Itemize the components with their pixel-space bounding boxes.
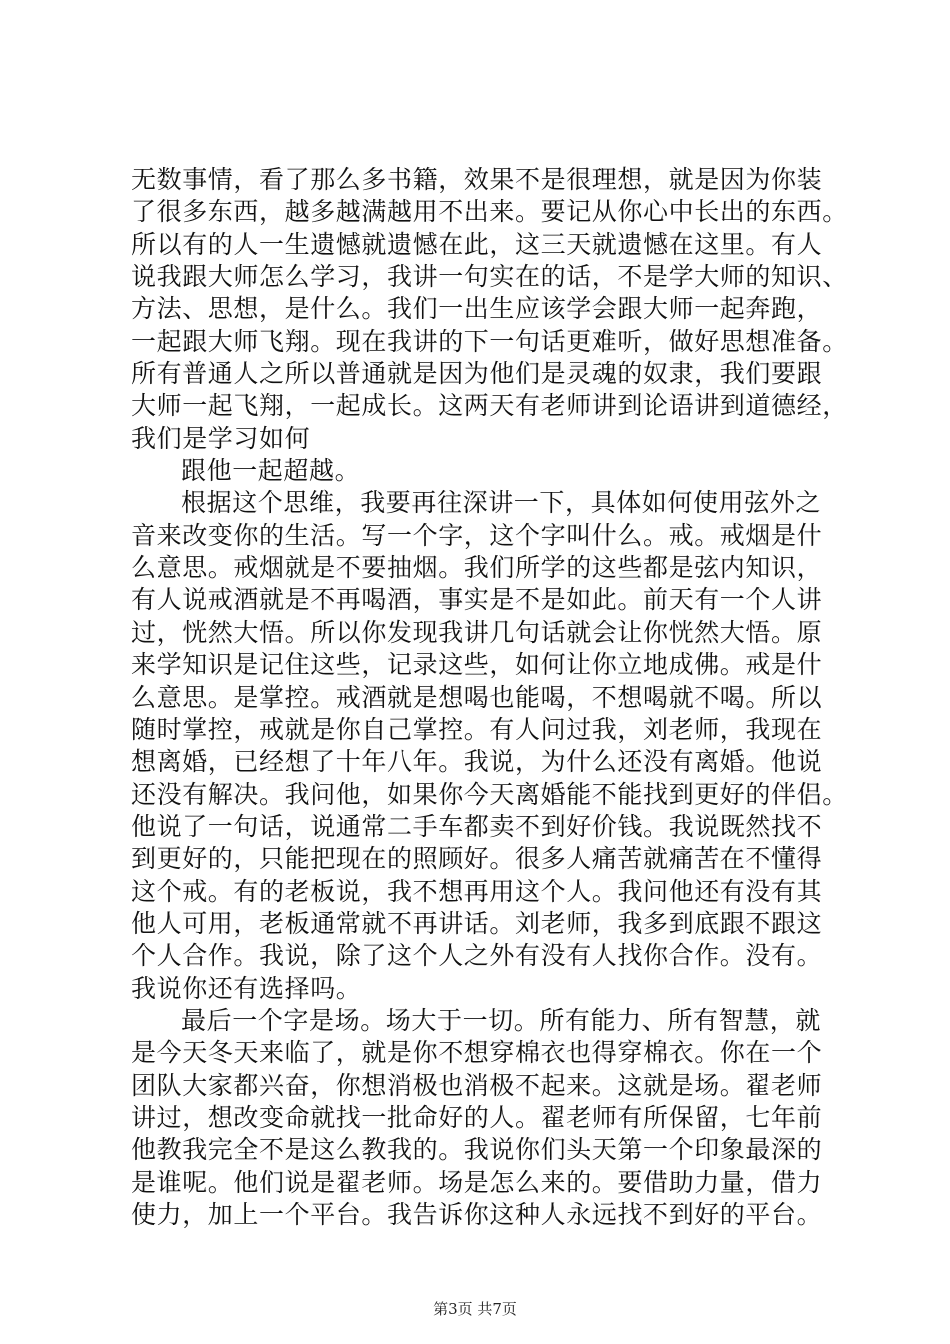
text-line: 我说你还有选择吗。 xyxy=(131,973,362,1003)
text-line: 所以有的人一生遗憾就遗憾在此，这三天就遗憾在这里。有人 xyxy=(131,229,823,259)
text-line: 有人说戒酒就是不再喝酒，事实是不是如此。前天有一个人讲 xyxy=(131,585,823,615)
text-line: 还没有解决。我问他，如果你今天离婚能不能找到更好的伴侣。 xyxy=(131,779,848,809)
text-line: 来学知识是记住这些，记录这些，如何让你立地成佛。戒是什 xyxy=(131,650,823,680)
text-line: 音来改变你的生活。写一个字，这个字叫什么。戒。戒烟是什 xyxy=(131,520,823,550)
text-line: 讲过，想改变命就找一批命好的人。翟老师有所保留，七年前 xyxy=(131,1102,823,1132)
text-line: 想离婚，已经想了十年八年。我说，为什么还没有离婚。他说 xyxy=(131,747,823,777)
body-text xyxy=(131,164,848,1231)
text-line: 无数事情，看了那么多书籍，效果不是很理想，就是因为你装 xyxy=(131,165,823,194)
text-line: 么意思。是掌控。戒酒就是想喝也能喝，不想喝就不喝。所以 xyxy=(131,682,823,712)
text-line: 是谁呢。他们说是翟老师。场是怎么来的。要借助力量，借力 xyxy=(131,1167,823,1197)
paragraph-start-line: 根据这个思维，我要再往深讲一下，具体如何使用弦外之 xyxy=(181,488,822,518)
paragraph-start-line: 最后一个字是场。场大于一切。所有能力、所有智慧，就 xyxy=(181,1005,822,1035)
text-line: 我们是学习如何 xyxy=(131,423,311,453)
text-line: 一起跟大师飞翔。现在我讲的下一句话更难听，做好思想准备。 xyxy=(131,326,848,356)
text-line: 团队大家都兴奋，你想消极也消极不起来。这就是场。翟老师 xyxy=(131,1070,823,1100)
page-number-footer: 第3页 共7页 xyxy=(433,1300,517,1318)
text-line: 使力，加上一个平台。我告诉你这种人永远找不到好的平台。 xyxy=(131,1200,823,1229)
text-line: 他教我完全不是这么教我的。我说你们头天第一个印象最深的 xyxy=(131,1135,823,1165)
text-line: 说我跟大师怎么学习，我讲一句实在的话，不是学大师的知识、 xyxy=(131,262,848,292)
text-line: 随时掌控，戒就是你自己掌控。有人问过我，刘老师，我现在 xyxy=(131,714,823,744)
text-line: 个人合作。我说，除了这个人之外有没有人找你合作。没有。 xyxy=(131,941,823,971)
text-line: 过，恍然大悟。所以你发现我讲几句话就会让你恍然大悟。原 xyxy=(131,617,823,647)
text-line: 他人可用，老板通常就不再讲话。刘老师，我多到底跟不跟这 xyxy=(131,908,823,938)
text-line: 他说了一句话，说通常二手车都卖不到好价钱。我说既然找不 xyxy=(131,811,823,841)
text-line: 了很多东西，越多越满越用不出来。要记从你心中长出的东西。 xyxy=(131,197,848,227)
text-line: 方法、思想，是什么。我们一出生应该学会跟大师一起奔跑， xyxy=(131,294,823,324)
text-line: 这个戒。有的老板说，我不想再用这个人。我问他还有没有其 xyxy=(131,876,823,906)
text-line: 到更好的，只能把现在的照顾好。很多人痛苦就痛苦在不懂得 xyxy=(131,844,823,874)
text-line: 大师一起飞翔，一起成长。这两天有老师讲到论语讲到道德经， xyxy=(131,391,848,421)
paragraph-start-line: 跟他一起超越。 xyxy=(181,456,361,486)
text-line: 是今天冬天来临了，就是你不想穿棉衣也得穿棉衣。你在一个 xyxy=(131,1038,823,1068)
text-line: 么意思。戒烟就是不要抽烟。我们所学的这些都是弦内知识， xyxy=(131,553,823,583)
text-line: 所有普通人之所以普通就是因为他们是灵魂的奴隶，我们要跟 xyxy=(131,359,823,389)
